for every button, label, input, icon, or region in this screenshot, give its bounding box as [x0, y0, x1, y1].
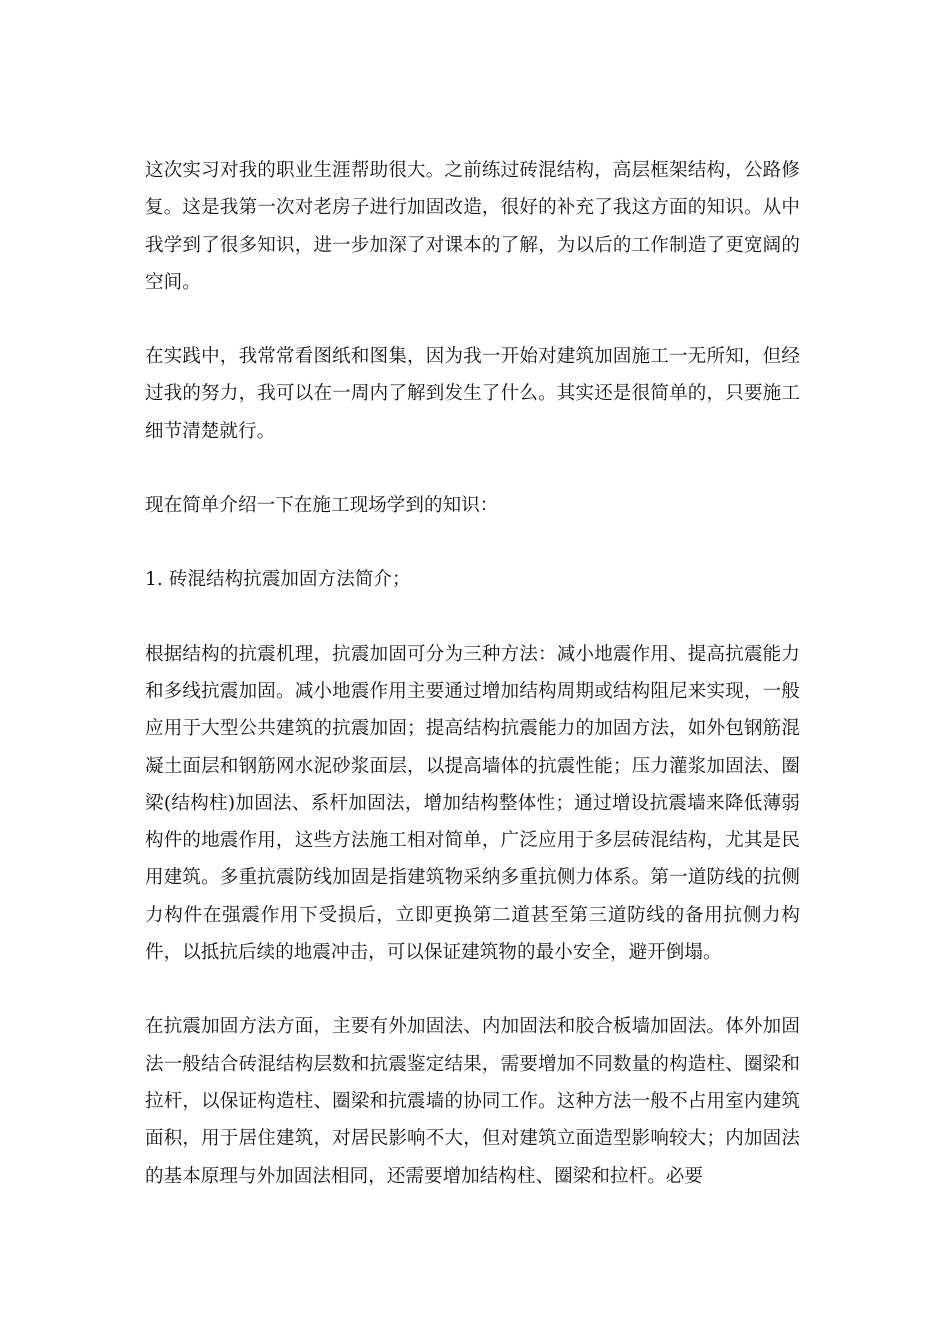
section-heading-reinforcement-methods: 1. 砖混结构抗震加固方法简介； [145, 569, 411, 591]
document-body [145, 152, 800, 1195]
paragraph-introduction: 现在简单介绍一下在施工现场学到的知识： [145, 495, 499, 517]
paragraph-internship-summary: 这次实习对我的职业生涯帮助很大。之前练过砖混结构，高层框架结构，公路修复。这是我第一次对老房子进行加固改造，很好的补充了我这方面的知识。从中我学到了很多知识，进一步加深了对课本的了解，为以后的工作制造了更宽阔的空间。 [145, 160, 800, 293]
paragraph-practice-experience: 在实践中，我常常看图纸和图集，因为我一开始对建筑加固施工一无所知，但经过我的努力，我可以在一周内了解到发生了什么。其实还是很简单的，只要施工细节清楚就行。 [145, 346, 800, 442]
paragraph-reinforcement-approaches: 在抗震加固方法方面，主要有外加固法、内加固法和胶合板墙加固法。体外加固法一般结合砖混结构层数和抗震鉴定结果，需要增加不同数量的构造柱、圈梁和拉杆，以保证构造柱、圈梁和抗震墙的协同工作。这种方法一般不占用室内建筑面积，用于居住建筑，对居民影响不大，但对建筑立面造型影响较大；内加固法的基本原理与外加固法相同，还需要增加结构柱、圈梁和拉杆。必要 [145, 1016, 800, 1187]
paragraph-seismic-mechanism: 根据结构的抗震机理，抗震加固可分为三种方法：减小地震作用、提高抗震能力和多线抗震加固。减小地震作用主要通过增加结构周期或结构阻尼来实现，一般应用于大型公共建筑的抗震加固；提高结构抗震能力的加固方法，如外包钢筋混凝土面层和钢筋网水泥砂浆面层，以提高墙体的抗震性能；压力灌浆加固法、圈梁(结构柱)加固法、系杆加固法，增加结构整体性；通过增设抗震墙来降低薄弱构件的地震作用，这些方法施工相对简单，广泛应用于多层砖混结构，尤其是民用建筑。多重抗震防线加固是指建筑物采纳多重抗侧力体系。第一道防线的抗侧力构件在强震作用下受损后，立即更换第二道甚至第三道防线的备用抗侧力构件，以抵抗后续的地震冲击，可以保证建筑物的最小安全，避开倒塌。 [145, 643, 800, 964]
